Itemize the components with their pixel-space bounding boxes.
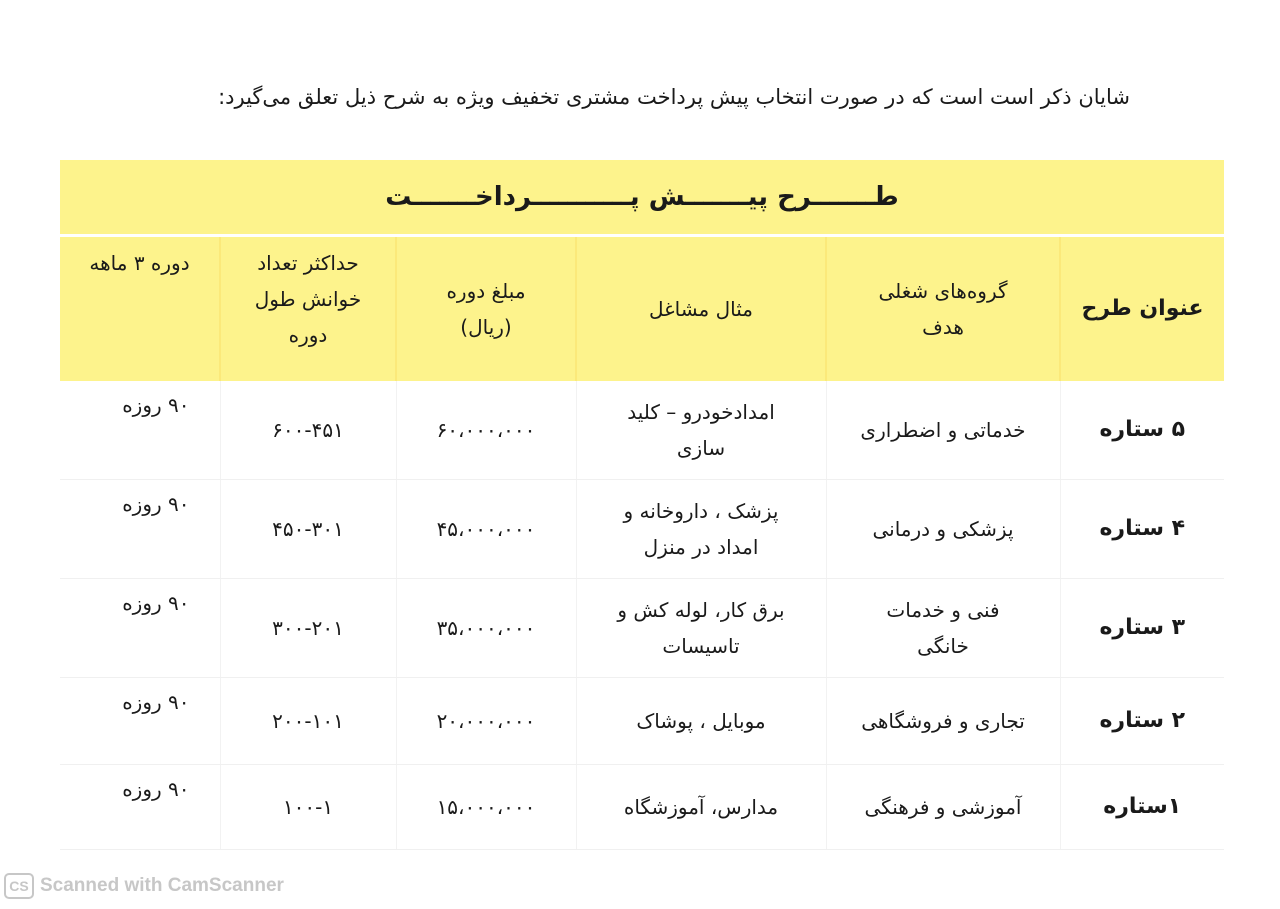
cell-plan-name: ۱ستاره — [1060, 765, 1224, 850]
cell-job-examples: موبایل ، پوشاک — [576, 678, 826, 765]
cell-period-length: ۹۰ روزه — [60, 765, 220, 850]
header-plan: عنوان طرح — [1060, 236, 1224, 382]
cell-job-examples: برق کار، لوله کش و تاسیسات — [576, 579, 826, 678]
cell-plan-name: ۲ ستاره — [1060, 678, 1224, 765]
table-row — [60, 480, 1224, 579]
cell-job-examples: مدارس، آموزشگاه — [576, 765, 826, 850]
cell-period-amount: ۴۵،۰۰۰،۰۰۰ — [396, 480, 576, 579]
cell-period-length: ۹۰ روزه — [60, 678, 220, 765]
cell-max-reads: ۴۵۰-۳۰۱ — [220, 480, 396, 579]
cell-period-length: ۹۰ روزه — [60, 381, 220, 480]
cell-period-length: ۹۰ روزه — [60, 480, 220, 579]
table-row — [60, 579, 1224, 678]
cell-plan-name: ۴ ستاره — [1060, 480, 1224, 579]
header-amount: مبلغ دوره (ریال) — [396, 236, 576, 382]
cell-target-groups: پزشکی و درمانی — [826, 480, 1060, 579]
cell-max-reads: ۱۰۰-۱ — [220, 765, 396, 850]
table-row — [60, 765, 1224, 850]
table-header-row — [60, 236, 1224, 382]
table-row — [60, 678, 1224, 765]
cell-max-reads: ۶۰۰-۴۵۱ — [220, 381, 396, 480]
cell-period-amount: ۱۵،۰۰۰،۰۰۰ — [396, 765, 576, 850]
cell-period-amount: ۶۰،۰۰۰،۰۰۰ — [396, 381, 576, 480]
cell-job-examples: امدادخودرو – کلید سازی — [576, 381, 826, 480]
cell-max-reads: ۲۰۰-۱۰۱ — [220, 678, 396, 765]
cell-target-groups: فنی و خدمات خانگی — [826, 579, 1060, 678]
header-max-reads: حداکثر تعداد خوانش طول دوره — [220, 236, 396, 382]
header-examples: مثال مشاغل — [576, 236, 826, 382]
cell-period-amount: ۲۰،۰۰۰،۰۰۰ — [396, 678, 576, 765]
cell-plan-name: ۳ ستاره — [1060, 579, 1224, 678]
cell-job-examples: پزشک ، داروخانه و امداد در منزل — [576, 480, 826, 579]
cell-plan-name: ۵ ستاره — [1060, 381, 1224, 480]
watermark-text: Scanned with CamScanner — [40, 875, 284, 896]
header-period: دوره ۳ ماهه — [60, 236, 220, 382]
cell-target-groups: خدماتی و اضطراری — [826, 381, 1060, 480]
camscanner-watermark — [4, 873, 284, 899]
cell-target-groups: آموزشی و فرهنگی — [826, 765, 1060, 850]
cell-target-groups: تجاری و فروشگاهی — [826, 678, 1060, 765]
cell-max-reads: ۳۰۰-۲۰۱ — [220, 579, 396, 678]
camscanner-logo-icon: CS — [4, 873, 34, 899]
table-title-row — [60, 160, 1224, 236]
cell-period-length: ۹۰ روزه — [60, 579, 220, 678]
intro-note: شایان ذکر است است که در صورت انتخاب پیش پرداخت مشتری تخفیف ویژه به شرح ذیل تعلق می‌گیرد: — [218, 85, 1130, 109]
header-groups: گروه‌های شغلی هدف — [826, 236, 1060, 382]
table-row — [60, 381, 1224, 480]
table-title: طـــــــرح پیـــــــش پـــــــــــرداخـــــــت — [60, 160, 1224, 236]
cell-period-amount: ۳۵،۰۰۰،۰۰۰ — [396, 579, 576, 678]
prepayment-plan-table — [60, 160, 1224, 850]
